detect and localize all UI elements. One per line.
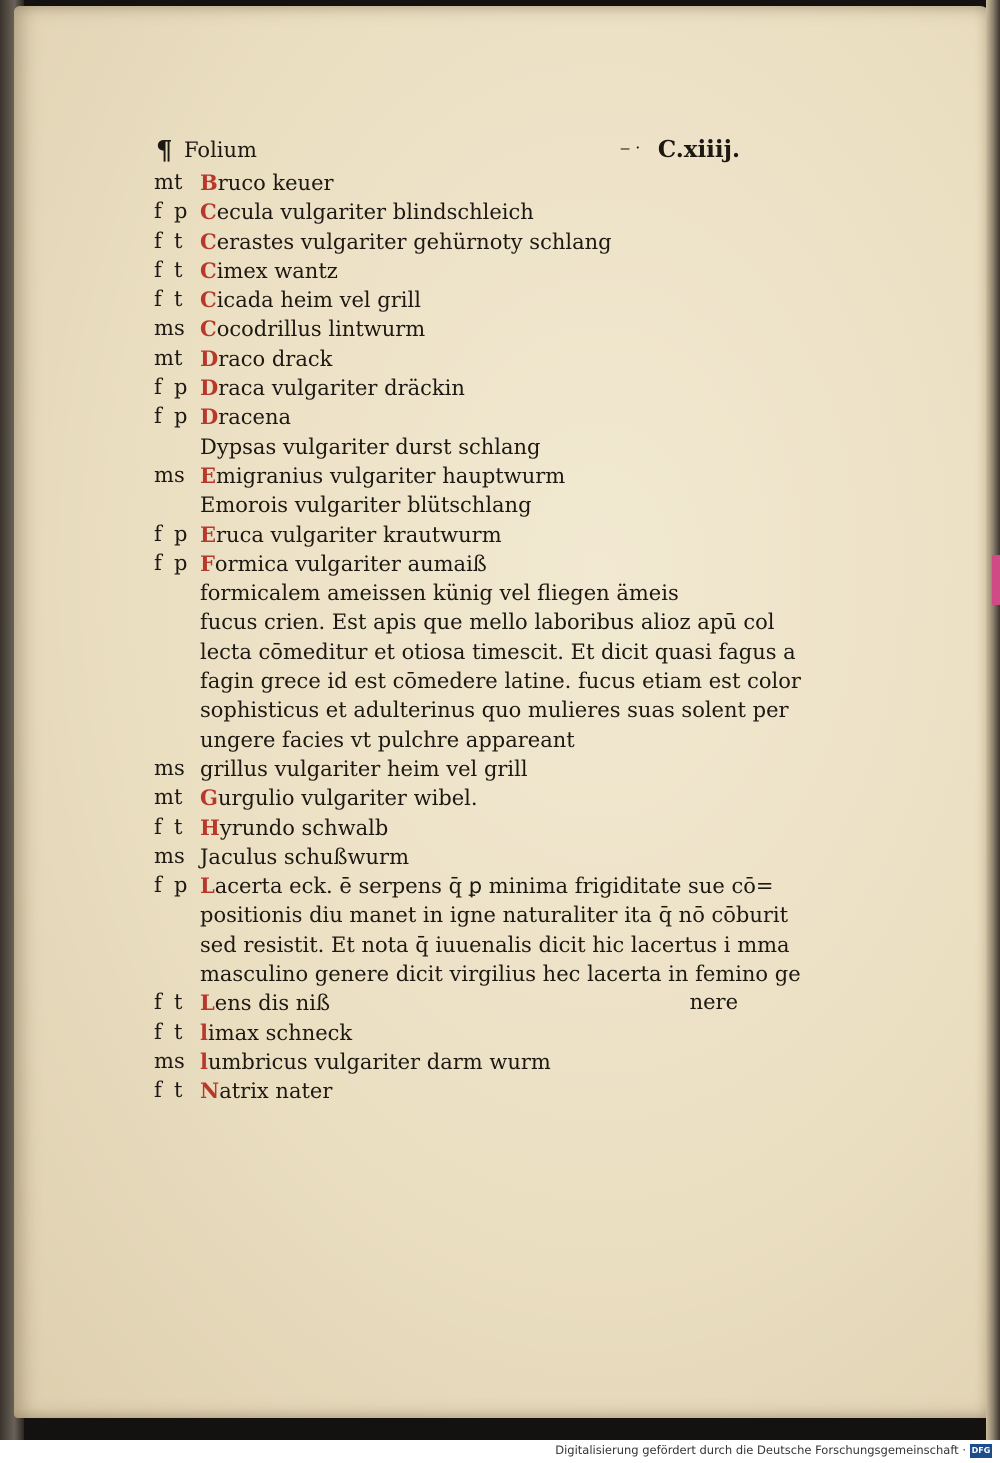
entry-word: ungere facies vt pulchre appareant (200, 727, 575, 752)
entry-word: ruco keuer (217, 171, 334, 195)
gender-marker: m (154, 170, 174, 194)
class-marker: p (174, 550, 188, 575)
pilcrow-mark: ¶ (156, 136, 173, 166)
entry-text (200, 432, 540, 462)
color-marker-tab (992, 555, 1000, 605)
entry-word: ruca vulgariter krautwurm (216, 522, 502, 547)
gender-marker: f (154, 873, 162, 898)
entry-word: yrundo schwalb (219, 815, 389, 840)
gender-marker: m (154, 843, 174, 868)
rubricated-initial: C (200, 287, 217, 313)
entry-text (200, 490, 532, 520)
rubricated-initial: l (200, 1019, 208, 1045)
gender-marker: f (154, 1019, 162, 1044)
entry-word: sophisticus et adulterinus quo mulieres suas solent per (200, 698, 789, 723)
entry-line (150, 227, 750, 256)
footer-bar (0, 1440, 1000, 1463)
entry-line (150, 285, 750, 314)
gender-marker: m (154, 462, 174, 487)
entry-text (200, 930, 790, 960)
entry-text (200, 1018, 352, 1048)
entry-line (150, 1018, 750, 1047)
line-continuation: nere (689, 990, 738, 1015)
entry-text (200, 900, 789, 930)
entry-text (200, 373, 465, 403)
gender-marker: f (154, 375, 162, 400)
class-marker: s (174, 316, 185, 341)
entry-text (200, 637, 796, 667)
entry-line (150, 578, 750, 607)
entry-line (150, 666, 801, 695)
entry-word: acerta eck. ē serpens q̄ ꝑ minima frigiditate sue cō= (214, 874, 774, 899)
entry-word: imax schneck (207, 1020, 353, 1045)
class-marker: t (174, 287, 183, 312)
entry-word: urgulio vulgariter wibel. (217, 786, 478, 811)
entry-word: fagin grece id est cōmedere latine. fucus etiam est color (200, 669, 801, 694)
header-dash: ‒ · (620, 138, 641, 157)
rubricated-initial: E (200, 521, 217, 547)
rubricated-initial: N (200, 1078, 220, 1104)
class-marker: t (174, 345, 183, 370)
entry-text (200, 695, 789, 725)
rubricated-initial: L (200, 990, 215, 1016)
entry-text (200, 666, 801, 696)
entry-word: migranius vulgariter hauptwurm (216, 463, 566, 488)
entry-word: ens dis niß (214, 991, 331, 1016)
entry-word: fucus crien. Est apis que mello laboribus alioz apū col (200, 610, 775, 635)
entry-line (150, 1076, 750, 1105)
entry-line (150, 754, 750, 783)
entry-text (200, 783, 478, 813)
class-marker: s (174, 462, 185, 487)
class-marker: p (174, 199, 188, 224)
rubricated-initial: C (200, 316, 217, 342)
gender-marker: m (154, 345, 174, 370)
rubricated-initial: E (200, 462, 217, 488)
class-marker: t (174, 257, 183, 282)
entry-text (200, 461, 565, 491)
rubricated-initial: H (200, 814, 220, 840)
class-marker: p (174, 404, 188, 429)
entry-line (150, 197, 750, 226)
dfg-logo: DFG (970, 1444, 992, 1458)
gender-marker: f (154, 287, 162, 312)
entry-text (200, 754, 528, 784)
entry-line (150, 842, 750, 871)
entry-line (150, 432, 750, 461)
class-marker: p (174, 521, 188, 546)
rubricated-initial: B (200, 170, 218, 195)
gender-marker: m (154, 1048, 174, 1073)
entry-line (150, 988, 750, 1017)
entry-text (200, 988, 330, 1018)
entry-text (200, 256, 338, 286)
entry-line (150, 959, 801, 988)
entry-text (200, 1047, 551, 1077)
page-edge (986, 0, 1000, 1440)
entry-text (200, 871, 774, 901)
rubricated-initial: L (200, 873, 215, 899)
entry-word: icada heim vel grill (216, 288, 421, 313)
rubricated-initial: C (200, 228, 217, 254)
entry-line (150, 256, 750, 285)
entry-line (150, 1047, 750, 1076)
entry-text (200, 578, 679, 608)
entry-word: ecula vulgariter blindschleich (216, 200, 534, 225)
rubricated-initial: D (200, 404, 219, 430)
entry-line (150, 461, 750, 490)
entry-word: sed resistit. Et nota q̄ iuuenalis dicit hic lacertus i mma (200, 932, 790, 957)
entry-text (200, 520, 502, 550)
class-marker: t (174, 814, 183, 839)
entry-word: grillus vulgariter heim vel grill (200, 756, 528, 781)
entry-line (150, 783, 750, 812)
folio-number: C.xiiij. (657, 136, 740, 163)
entry-word: umbricus vulgariter darm wurm (207, 1049, 551, 1074)
entry-text (200, 549, 487, 579)
class-marker: t (174, 170, 183, 194)
entry-text (200, 344, 332, 374)
entry-word: Dypsas vulgariter durst schlang (200, 434, 541, 459)
entry-line (150, 314, 750, 343)
gender-marker: f (154, 550, 162, 575)
class-marker: p (174, 873, 188, 898)
rubricated-initial: C (200, 257, 217, 283)
entry-word: formicalem ameissen künig vel fliegen ämeis (200, 581, 679, 606)
class-marker: t (174, 1019, 183, 1044)
running-header (150, 136, 750, 168)
entry-word: masculino genere dicit virgilius hec lacerta in femino ge (200, 962, 801, 987)
class-marker: t (174, 228, 183, 253)
gender-marker: f (154, 404, 162, 429)
entry-text (200, 607, 775, 637)
entry-text (200, 227, 612, 257)
entry-word: imex wantz (216, 258, 338, 283)
entry-word: ormica vulgariter aumaiß (214, 551, 487, 576)
entry-word: raco drack (218, 346, 333, 371)
entry-word: racena (218, 405, 292, 430)
entry-text (200, 168, 334, 198)
entry-word: raca vulgariter dräckin (218, 376, 465, 401)
entry-text (200, 197, 534, 227)
gender-marker: f (154, 228, 162, 253)
entry-word: positionis diu manet in igne naturaliter ita q̄ nō cōburit (200, 903, 789, 928)
rubricated-initial: G (200, 785, 218, 811)
entry-line (150, 695, 789, 724)
entry-line (150, 637, 796, 666)
class-marker: s (174, 843, 185, 868)
rubricated-initial: l (200, 1048, 208, 1074)
entry-text (200, 1076, 332, 1106)
gender-marker: f (154, 814, 162, 839)
entry-text (200, 842, 409, 872)
gender-marker: f (154, 990, 162, 1015)
entry-word: lecta cōmeditur et otiosa timescit. Et dicit quasi fagus a (200, 639, 796, 664)
class-marker: s (174, 755, 185, 780)
entry-text (200, 285, 421, 315)
gender-marker: m (154, 316, 174, 341)
entry-line (150, 871, 774, 900)
funding-credit: Digitalisierung gefördert durch die Deutsche Forschungsgemeinschaft · (555, 1443, 966, 1457)
class-marker: t (174, 990, 183, 1015)
gender-marker: m (154, 755, 174, 780)
class-marker: p (174, 375, 188, 400)
entry-word: erastes vulgariter gehürnoty schlang (216, 229, 612, 254)
entry-line (150, 402, 750, 431)
entry-line (150, 725, 750, 754)
entry-word: Jaculus schußwurm (200, 844, 409, 869)
entry-line (150, 813, 750, 842)
gender-marker: f (154, 1078, 162, 1103)
gender-marker: f (154, 199, 162, 224)
rubricated-initial: D (200, 345, 219, 371)
page-text-block (150, 136, 801, 1106)
entry-line (150, 930, 790, 959)
entry-line (150, 373, 750, 402)
entry-line (150, 607, 775, 636)
entry-text (200, 402, 291, 432)
entry-line (150, 900, 789, 929)
class-marker: t (174, 785, 183, 810)
gender-marker: f (154, 257, 162, 282)
entry-line (150, 344, 750, 373)
class-marker: t (174, 1078, 183, 1103)
entry-word: atrix nater (219, 1079, 333, 1104)
glossary-entries (150, 168, 801, 1106)
entry-text (200, 314, 425, 344)
gender-marker: f (154, 521, 162, 546)
rubricated-initial: D (200, 375, 219, 401)
rubricated-initial: F (200, 550, 215, 576)
class-marker: s (174, 1048, 185, 1073)
header-title: Folium (184, 138, 257, 162)
entry-word: Emorois vulgariter blütschlang (200, 493, 532, 518)
entry-text (200, 959, 801, 989)
entry-line (150, 490, 750, 519)
entry-line (150, 549, 750, 578)
gender-marker: m (154, 785, 174, 810)
entry-text (200, 813, 388, 843)
entry-word: ocodrillus lintwurm (216, 317, 426, 342)
entry-line (150, 168, 750, 197)
entry-line (150, 520, 750, 549)
entry-text (200, 725, 575, 755)
rubricated-initial: C (200, 199, 217, 225)
